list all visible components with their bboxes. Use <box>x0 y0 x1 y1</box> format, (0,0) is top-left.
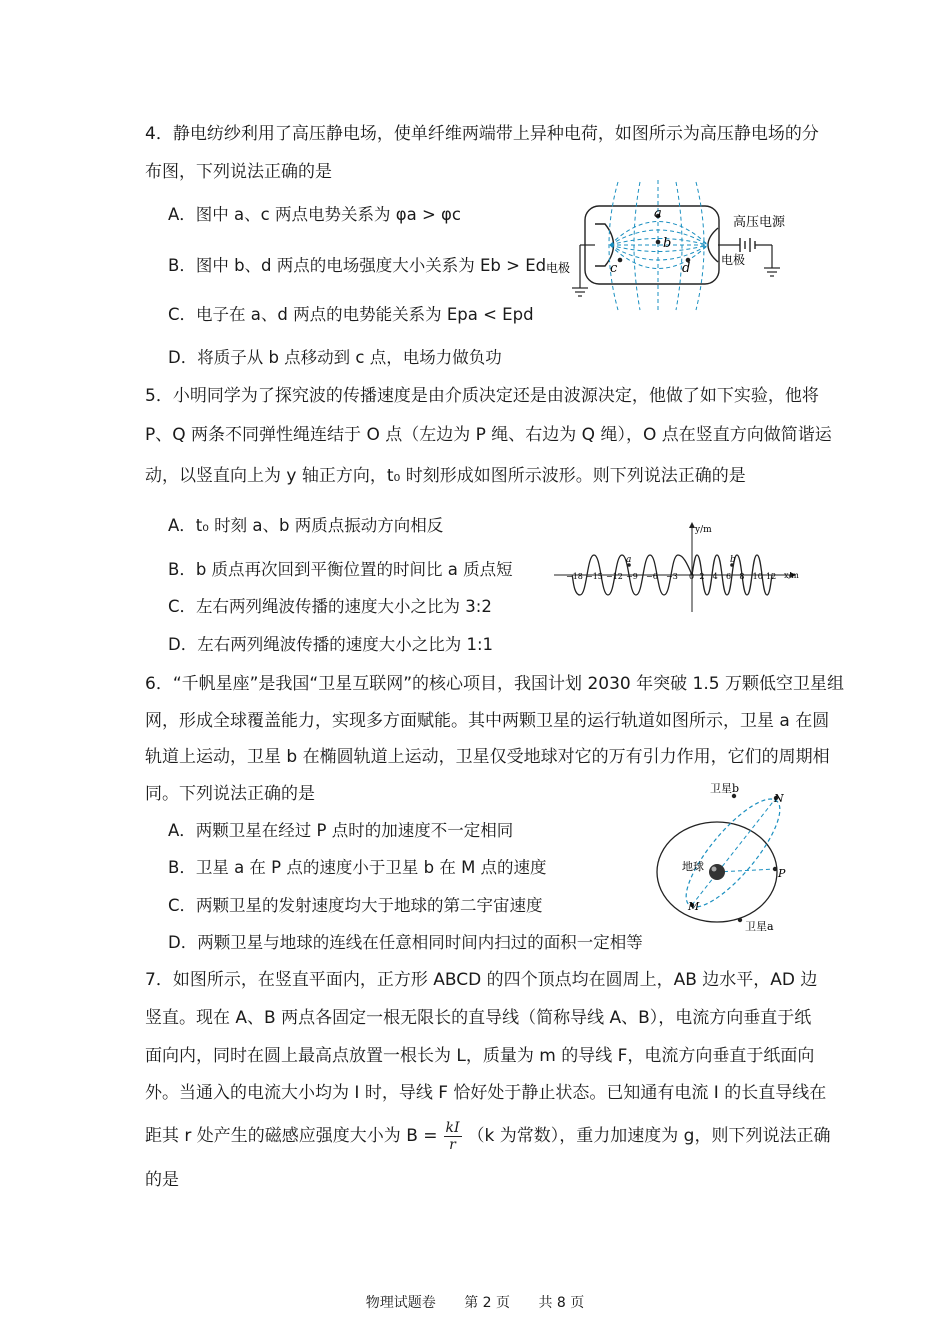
q5-tick-label: −3 <box>666 572 678 581</box>
footer-subject: 物理试题卷 <box>365 1295 436 1311</box>
q5-tick-label: 12 <box>766 572 777 581</box>
q7-stem-line1: 7．如图所示，在竖直平面内，正方形 ABCD 的四个顶点均在圆周上，AB 边水平，AD 边 <box>145 970 818 990</box>
q5-x-label: x/m <box>784 571 799 580</box>
q6-option-a: A．两颗卫星在经过 P 点时的加速度不一定相同 <box>168 821 514 840</box>
q7-stem-line5-end: （k 为常数），重力加速度为 g，则下列说法正确 <box>467 1126 831 1146</box>
q5-tick-label: 2 <box>699 572 705 581</box>
q6-earth <box>709 864 725 880</box>
q6-stem-line2: 网，形成全球覆盖能力，实现多方面赋能。其中两颗卫星的运行轨道如图所示，卫星 a 在圆 <box>145 711 830 731</box>
q4-label-source: 高压电源 <box>733 215 786 230</box>
q4-label-electrode-right: 电极 <box>721 253 746 267</box>
q4-option-a: A．图中 a、c 两点电势关系为 φa > φc <box>168 205 461 224</box>
q5-tick-label: 4 <box>712 572 718 581</box>
q5-tick-label: 10 <box>752 572 763 581</box>
q7-stem-line5 <box>145 1116 830 1156</box>
q5-tick-label: 6 <box>726 572 732 581</box>
q7-stem-line5-start: 距其 r 处产生的磁感应强度大小为 B = <box>145 1126 438 1146</box>
q5-tick-label: 0 <box>689 572 695 581</box>
q5-tick-label: −9 <box>626 572 638 581</box>
q5-tick-label: −18 <box>566 572 583 581</box>
q4-option-c: C．电子在 a、d 两点的电势能关系为 Epa < Epd <box>168 305 534 324</box>
q6-option-b: B．卫星 a 在 P 点的速度小于卫星 b 在 M 点的速度 <box>168 858 547 877</box>
q7-fraction-numerator: kI <box>445 1119 460 1136</box>
q5-wave-figure <box>552 520 802 615</box>
q5-point-b: b <box>730 555 736 565</box>
q7-fraction <box>444 1120 462 1153</box>
q7-stem-line2: 竖直。现在 A、B 两点各固定一根无限长的直导线（简称导线 A、B），电流方向垂直于纸 <box>145 1008 812 1028</box>
q5-stem-line2: P、Q 两条不同弹性绳连结于 O 点（左边为 P 绳、右边为 Q 绳），O 点在竖直方向做简谐运 <box>145 425 832 445</box>
footer-page: 第 2 页 <box>464 1295 510 1311</box>
q4-point-a: a <box>654 206 662 221</box>
q6-point-M: M <box>688 900 700 913</box>
q7-fraction-denominator: r <box>449 1136 456 1153</box>
q5-option-d: D．左右两列绳波传播的速度大小之比为 1:1 <box>168 635 494 654</box>
q5-tick-label: −6 <box>646 572 658 581</box>
q5-point-a: a <box>626 555 632 565</box>
q4-point-d: d <box>682 261 691 276</box>
q7-stem-line4: 外。当通入的电流大小均为 I 时，导线 F 恰好处于静止状态。已知通有电流 I 的长直导线在 <box>145 1083 827 1103</box>
q6-point-N: N <box>774 792 784 805</box>
q5-option-c: C．左右两列绳波传播的速度大小之比为 3:2 <box>168 597 492 616</box>
q6-stem-line3: 轨道上运动，卫星 b 在椭圆轨道上运动，卫星仅受地球对它的万有引力作用，它们的周期相 <box>145 747 830 767</box>
q4-stem-line1: 4．静电纺纱利用了高压静电场，使单纤维两端带上异种电荷，如图所示为高压静电场的分 <box>145 124 819 144</box>
q6-option-c: C．两颗卫星的发射速度均大于地球的第二宇宙速度 <box>168 896 543 915</box>
page-footer <box>0 1292 950 1312</box>
q6-stem-line4: 同。下列说法正确的是 <box>145 784 315 804</box>
q6-label-sat-a: 卫星a <box>745 920 774 933</box>
q5-tick-label: −15 <box>586 572 603 581</box>
q6-orbit-figure <box>650 780 800 940</box>
footer-total: 共 8 页 <box>538 1295 585 1311</box>
q5-tick-label: −12 <box>606 572 623 581</box>
q4-point-c: c <box>610 261 618 276</box>
q4-electric-field-figure <box>540 180 800 320</box>
q6-label-sat-b: 卫星b <box>710 782 740 795</box>
q5-option-b: B．b 质点再次回到平衡位置的时间比 a 质点短 <box>168 560 513 579</box>
q6-point-P: P <box>778 867 786 880</box>
q5-option-a: A．t₀ 时刻 a、b 两质点振动方向相反 <box>168 516 444 535</box>
q4-option-d: D．将质子从 b 点移动到 c 点，电场力做负功 <box>168 348 502 367</box>
q7-stem-line6: 的是 <box>145 1170 179 1190</box>
q4-stem-line2: 布图，下列说法正确的是 <box>145 162 332 182</box>
q5-stem-line1: 5．小明同学为了探究波的传播速度是由介质决定还是由波源决定，他做了如下实验，他将 <box>145 386 819 406</box>
q6-label-earth: 地球 <box>682 860 704 873</box>
q6-stem-line1: 6．“千帆星座”是我国“卫星互联网”的核心项目，我国计划 2030 年突破 1.5 万颗低空卫星组 <box>145 674 844 694</box>
q6-option-d: D．两颗卫星与地球的连线在任意相同时间内扫过的面积一定相等 <box>168 933 643 952</box>
q7-stem-line3: 面向内，同时在圆上最高点放置一根长为 L，质量为 m 的导线 F，电流方向垂直于纸面向 <box>145 1046 815 1066</box>
q4-point-b: b <box>663 236 672 251</box>
q5-stem-line3: 动，以竖直向上为 y 轴正方向，t₀ 时刻形成如图所示波形。则下列说法正确的是 <box>145 466 746 486</box>
q4-label-electrode-left: 电极 <box>546 261 571 275</box>
q5-y-label: y/m <box>695 525 712 535</box>
q4-option-b: B．图中 b、d 两点的电场强度大小关系为 Eb > Ed <box>168 256 547 275</box>
q5-tick-label: 8 <box>739 572 745 581</box>
